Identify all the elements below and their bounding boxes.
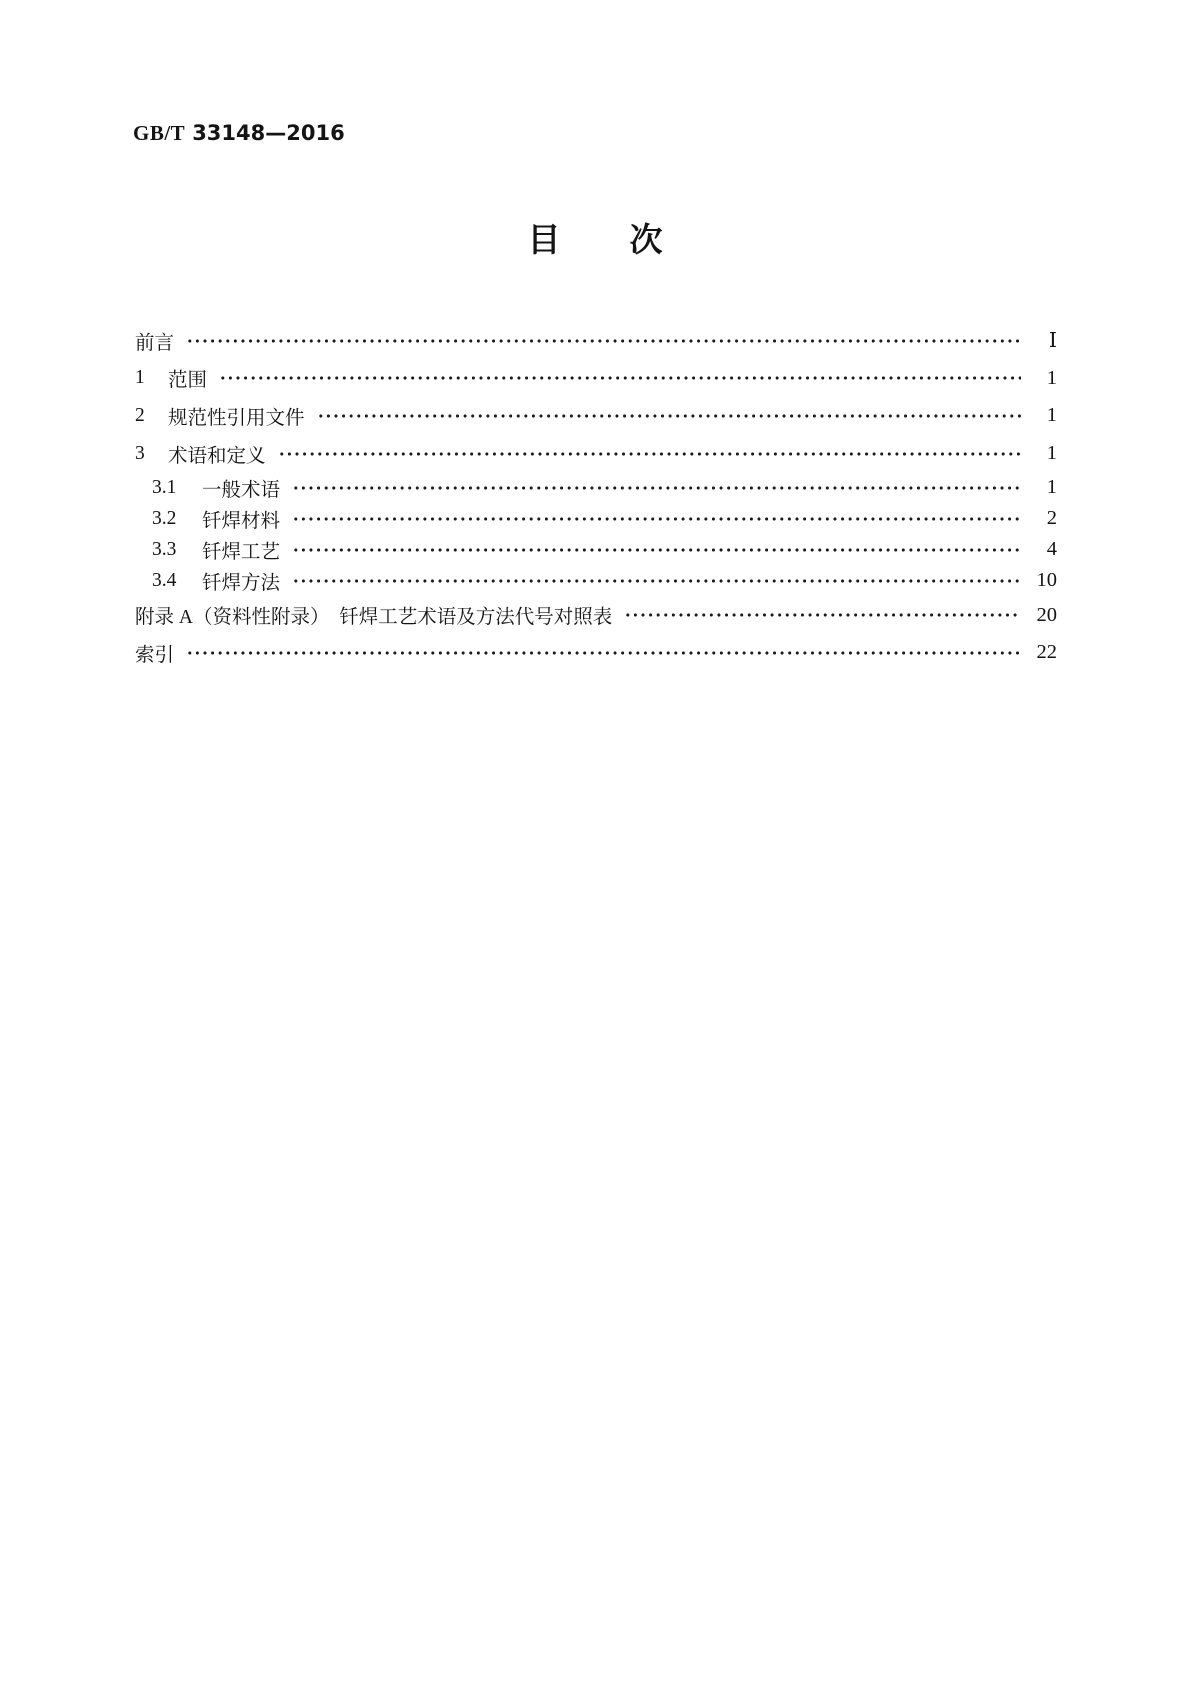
toc-entry-page: 1 (1046, 404, 1057, 427)
toc-entry-number: 3.2 (152, 507, 177, 529)
toc-entry-number: 1 (135, 367, 145, 389)
dotted-leader (219, 375, 1021, 381)
toc-entry-label: 钎焊工艺 (202, 541, 281, 563)
toc-entry (135, 397, 1057, 435)
table-of-contents (135, 322, 1057, 672)
toc-entry (135, 435, 1057, 473)
toc-entry (135, 534, 1057, 565)
toc-entry-number: 3.1 (152, 476, 177, 498)
dotted-leader (186, 650, 1021, 656)
dotted-leader (292, 516, 1021, 522)
toc-entry-number: 2 (135, 404, 145, 426)
toc-entry-page: 22 (1036, 641, 1057, 664)
standard-number (133, 121, 345, 146)
toc-entry (135, 322, 1057, 360)
dotted-leader (292, 547, 1021, 553)
dotted-leader (186, 338, 1021, 344)
toc-entry-page: 2 (1046, 507, 1057, 530)
dotted-leader (292, 578, 1021, 584)
standard-prefix: GB/T (133, 121, 186, 145)
toc-entry-label: 前言 (135, 332, 175, 354)
toc-entry-label: 术语和定义 (168, 445, 266, 467)
toc-entry (135, 360, 1057, 398)
toc-entry-page: 1 (1046, 476, 1057, 499)
standard-code: 33148—2016 (192, 121, 345, 145)
toc-entry (135, 596, 1057, 634)
toc-entry-number: 3.3 (152, 538, 177, 560)
toc-entry (135, 634, 1057, 672)
toc-entry-label: 规范性引用文件 (168, 407, 305, 429)
toc-entry-number: 3 (135, 442, 145, 464)
dotted-leader (292, 485, 1021, 491)
toc-entry-page: 1 (1046, 366, 1057, 389)
toc-entry-page: 20 (1036, 603, 1057, 626)
toc-entry-label: 一般术语 (202, 479, 281, 501)
toc-entry-page: 10 (1036, 569, 1057, 592)
toc-entry (135, 565, 1057, 596)
toc-entry-label: 钎焊方法 (202, 572, 281, 594)
dotted-leader (624, 612, 1021, 618)
toc-entry-page: 1 (1046, 442, 1057, 465)
toc-entry-label: 附录 A（资料性附录） 钎焊工艺术语及方法代号对照表 (135, 607, 613, 629)
page-title: 目 次 (527, 223, 664, 259)
toc-entry-label: 钎焊材料 (202, 510, 281, 532)
toc-entry (135, 503, 1057, 534)
toc-entry-page: Ⅰ (1048, 330, 1057, 353)
toc-entry-number: 3.4 (152, 569, 177, 591)
toc-entry-label: 索引 (135, 644, 175, 666)
dotted-leader (317, 413, 1021, 419)
dotted-leader (278, 451, 1021, 457)
toc-entry-page: 4 (1046, 538, 1057, 561)
toc-entry-label: 范围 (168, 370, 208, 392)
toc-entry (135, 472, 1057, 503)
